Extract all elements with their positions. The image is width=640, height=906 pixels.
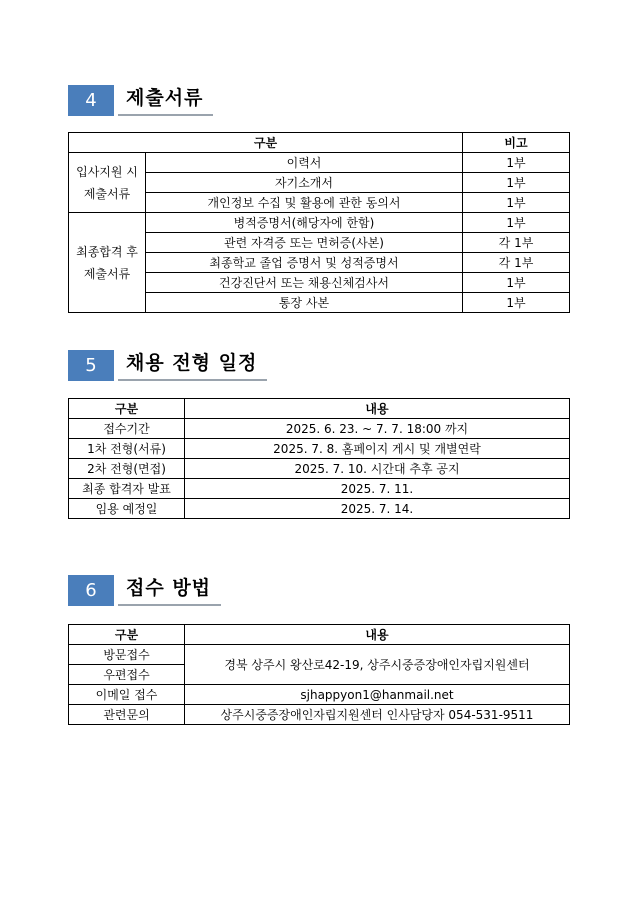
schedule-content: 2025. 7. 10. 시간대 추후 공지 (185, 459, 570, 479)
schedule-table (68, 398, 570, 519)
document-item: 이력서 (146, 153, 463, 173)
header-content: 내용 (185, 625, 570, 645)
table-row (69, 439, 570, 459)
document-note: 1부 (463, 273, 570, 293)
method-label-inquiry: 관련문의 (69, 705, 185, 725)
document-item: 관련 자격증 또는 면허증(사본) (146, 233, 463, 253)
section-number-badge: 4 (68, 85, 114, 116)
document-note: 1부 (463, 293, 570, 313)
schedule-label: 1차 전형(서류) (69, 439, 185, 459)
method-label-email: 이메일 접수 (69, 685, 185, 705)
table-header-row (69, 399, 570, 419)
schedule-label: 임용 예정일 (69, 499, 185, 519)
method-label-visit: 방문접수 (69, 645, 185, 665)
section-6-heading (68, 575, 221, 606)
group-label-final: 최종합격 후 제출서류 (69, 213, 146, 313)
schedule-content: 2025. 7. 11. (185, 479, 570, 499)
header-category: 구분 (69, 625, 185, 645)
section-title: 채용 전형 일정 (118, 350, 267, 381)
document-note: 각 1부 (463, 233, 570, 253)
document-item: 최종학교 졸업 증명서 및 성적증명서 (146, 253, 463, 273)
application-method-table (68, 624, 570, 725)
schedule-content: 2025. 7. 14. (185, 499, 570, 519)
address-text: 경북 상주시 왕산로42-19, 상주시중증장애인자립지원센터 (185, 645, 570, 685)
document-item: 개인정보 수집 및 활용에 관한 동의서 (146, 193, 463, 213)
header-category: 구분 (69, 133, 463, 153)
header-category: 구분 (69, 399, 185, 419)
section-number-badge: 6 (68, 575, 114, 606)
section-number-badge: 5 (68, 350, 114, 381)
table-header-row (69, 133, 570, 153)
table-row (69, 645, 570, 665)
document-note: 1부 (463, 213, 570, 233)
table-row (69, 419, 570, 439)
method-label-mail: 우편접수 (69, 665, 185, 685)
section-title: 접수 방법 (118, 575, 221, 606)
group-label-application: 입사지원 시 제출서류 (69, 153, 146, 213)
inquiry-contact: 상주시중증장애인자립지원센터 인사담당자 054-531-9511 (185, 705, 570, 725)
table-row (69, 479, 570, 499)
table-row (69, 705, 570, 725)
document-item: 통장 사본 (146, 293, 463, 313)
document-item: 자기소개서 (146, 173, 463, 193)
document-note: 1부 (463, 153, 570, 173)
schedule-label: 최종 합격자 발표 (69, 479, 185, 499)
section-title: 제출서류 (118, 85, 213, 116)
section-4-heading (68, 85, 213, 116)
table-row (69, 499, 570, 519)
header-content: 내용 (185, 399, 570, 419)
document-note: 각 1부 (463, 253, 570, 273)
table-header-row (69, 625, 570, 645)
document-item: 건강진단서 또는 채용신체검사서 (146, 273, 463, 293)
table-row (69, 459, 570, 479)
table-row (69, 685, 570, 705)
document-note: 1부 (463, 173, 570, 193)
schedule-content: 2025. 7. 8. 홈페이지 게시 및 개별연락 (185, 439, 570, 459)
section-5-heading (68, 350, 267, 381)
email-address: sjhappyon1@hanmail.net (185, 685, 570, 705)
table-row (69, 213, 570, 233)
schedule-label: 접수기간 (69, 419, 185, 439)
document-item: 병적증명서(해당자에 한함) (146, 213, 463, 233)
schedule-content: 2025. 6. 23. ~ 7. 7. 18:00 까지 (185, 419, 570, 439)
table-row (69, 153, 570, 173)
header-note: 비고 (463, 133, 570, 153)
documents-table (68, 132, 570, 313)
document-note: 1부 (463, 193, 570, 213)
schedule-label: 2차 전형(면접) (69, 459, 185, 479)
